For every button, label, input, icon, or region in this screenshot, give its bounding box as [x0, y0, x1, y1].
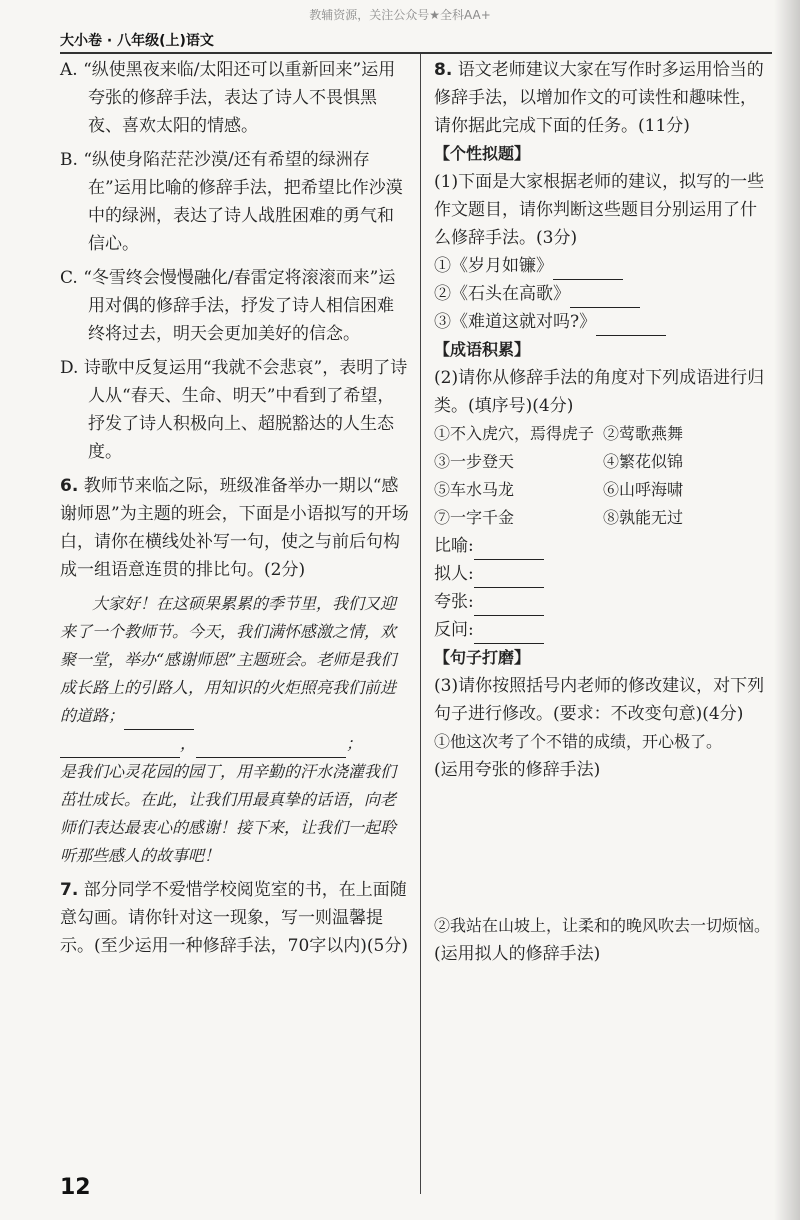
page-number: 12: [60, 1175, 91, 1200]
metaphor-blank[interactable]: [474, 539, 544, 560]
right-column: [434, 56, 772, 968]
title-3-blank[interactable]: [596, 315, 666, 336]
q6-passage: 大家好！在这硕果累累的季节里，我们又迎来了一个教师节。今天，我们满怀感激之情，欢聚一堂，举办“感谢师恩”主题班会。老师是我们成长路上的引路人，用知识的火炬照亮我们前进的道路；: [60, 590, 410, 730]
category-metaphor: 比喻:: [434, 532, 772, 560]
idiom-1: ①不入虎穴，焉得虎子: [434, 424, 595, 443]
personification-blank[interactable]: [474, 567, 544, 588]
header-rule: [60, 52, 772, 54]
idiom-7: ⑦一字千金: [434, 508, 515, 527]
question-7: 7. 部分同学不爱惜学校阅览室的书，在上面随意勾画。请你针对这一现象，写一则温馨提示。(至少运用一种修辞手法，70字以内)(5分): [60, 880, 408, 956]
title-1: ①《岁月如镰》: [434, 252, 772, 280]
title-2-blank[interactable]: [570, 287, 640, 308]
question-8: 8. 语文老师建议大家在写作时多运用恰当的修辞手法，以增加作文的可读性和趣味性，请你据此完成下面的任务。(11分): [434, 60, 764, 136]
idiom-2: ②莺歌燕舞: [603, 424, 684, 443]
category-personification: 拟人:: [434, 560, 772, 588]
title-1-blank[interactable]: [553, 259, 623, 280]
q8-sub3: (3)请你按照括号内老师的修改建议，对下列句子进行修改。(要求：不改变句意)(4分): [434, 676, 765, 724]
title-2: ②《石头在高歌》: [434, 280, 772, 308]
q7-answer-area[interactable]: [60, 960, 410, 1190]
idiom-list: [434, 420, 772, 532]
q8-sub2: (2)请你从修辞手法的角度对下列成语进行归类。(填序号)(4分): [434, 368, 765, 416]
option-a: A. “纵使黑夜来临/太阳还可以重新回来”运用夸张的修辞手法，表达了诗人不畏惧黑夜、喜欢太阳的情感。: [60, 60, 396, 136]
option-d: D. 诗歌中反复运用“我就不会悲哀”，表明了诗人从“春天、生命、明天”中看到了希望，抒发了诗人积极向上、超脱豁达的人生态度。: [60, 358, 408, 462]
q6-blank-3[interactable]: [196, 737, 346, 758]
category-hyperbole: 夸张:: [434, 588, 772, 616]
q6-passage-end: 是我们心灵花园的园丁，用辛勤的汗水浇灌我们茁壮成长。在此，让我们用最真挚的话语，向老师们表达最衷心的感谢！接下来，让我们一起聆听那些感人的故事吧！: [60, 762, 397, 865]
q8-sub1: (1)下面是大家根据老师的建议，拟写的一些作文题目，请你判断这些题目分别运用了什么修辞手法。(3分): [434, 172, 765, 248]
category-rhetorical: 反问:: [434, 616, 772, 644]
q6-blank-2[interactable]: [60, 737, 180, 758]
sentence-1-hint: (运用夸张的修辞手法): [434, 760, 601, 780]
column-divider: [420, 54, 421, 1194]
idiom-5: ⑤车水马龙: [434, 480, 515, 499]
sentence-1: ①他这次考了个不错的成绩，开心极了。: [434, 732, 723, 751]
section-title-2: 【成语积累】: [434, 340, 531, 359]
idiom-8: ⑧孰能无过: [603, 508, 684, 527]
rhetorical-blank[interactable]: [474, 623, 544, 644]
page-edge-shadow: [774, 0, 800, 1220]
title-3: ③《难道这就对吗?》: [434, 308, 772, 336]
q6-blank-line: ， ；: [60, 730, 410, 758]
idiom-3: ③一步登天: [434, 452, 515, 471]
option-c: C. “冬雪终会慢慢融化/春雷定将滚滚而来”运用对偶的修辞手法，抒发了诗人相信困难终将过去，明天会更加美好的信念。: [60, 268, 396, 344]
q6-blank-1[interactable]: [124, 709, 194, 730]
sentence-1-answer-area[interactable]: [434, 784, 772, 912]
idiom-4: ④繁花似锦: [603, 452, 684, 471]
question-6: 6. 教师节来临之际，班级准备举办一期以“感谢师恩”为主题的班会，下面是小语拟写的开场白，请你在横线处补写一句，使之与前后句构成一组语意连贯的排比句。(2分): [60, 476, 409, 580]
hyperbole-blank[interactable]: [474, 595, 544, 616]
sentence-2: ②我站在山坡上，让柔和的晚风吹去一切烦恼。: [434, 916, 771, 935]
section-title-1: 【个性拟题】: [434, 144, 531, 163]
option-b: B. “纵使身陷茫茫沙漠/还有希望的绿洲存在”运用比喻的修辞手法，把希望比作沙漠中的绿洲，表达了诗人战胜困难的勇气和信心。: [60, 150, 403, 254]
left-column: [60, 56, 410, 1190]
watermark: 教辅资源，关注公众号★全科AA+: [309, 8, 491, 22]
idiom-6: ⑥山呼海啸: [603, 480, 684, 499]
sentence-2-hint: (运用拟人的修辞手法): [434, 944, 601, 964]
section-title-3: 【句子打磨】: [434, 648, 531, 667]
page-header: 大小卷 · 八年级(上)语文: [60, 33, 214, 49]
